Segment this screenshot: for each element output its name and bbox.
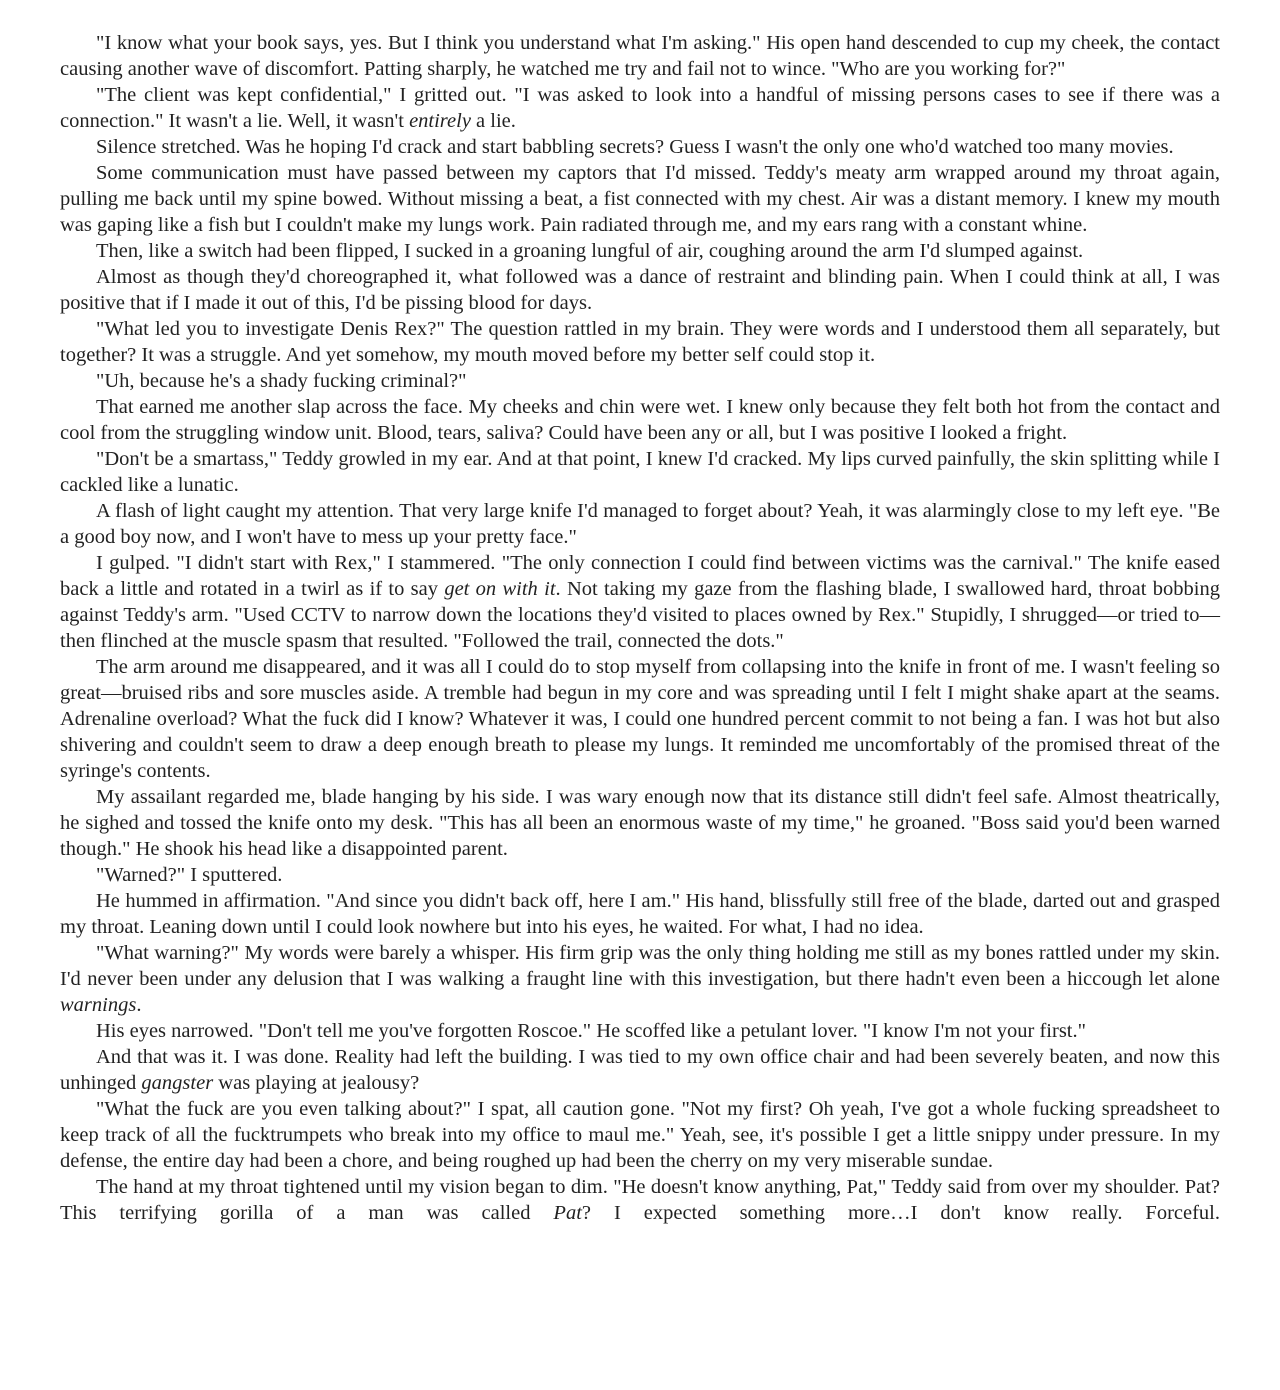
text-run: He hummed in affirmation. "And since you didn't back off, here I am." His hand, blissfully still free of the blade, darted out and grasped my throat. Leaning down until I could look nowhere but into his eyes, he waited. For what, I had no idea. — [60, 890, 1220, 938]
text-run: "The client was kept confidential," I gritted out. "I was asked to look into a handful of missing persons cases to see if there was a connection." It wasn't a lie. Well, it wasn't — [60, 84, 1220, 132]
paragraph — [60, 30, 1220, 82]
paragraph — [60, 368, 1220, 394]
paragraph — [60, 940, 1220, 1018]
italic-text: entirely — [409, 110, 471, 132]
text-run: My assailant regarded me, blade hanging by his side. I was wary enough now that its distance still didn't feel safe. Almost theatrically, he sighed and tossed the knife onto my desk. "This has all been an enormous waste of my time," he groaned. "Boss said you'd been warned though." He shook his head like a disappointed parent. — [60, 786, 1220, 860]
italic-text: get on with it — [444, 578, 556, 600]
paragraph — [60, 654, 1220, 784]
text-run: . Not taking my gaze from the flashing blade, I swallowed hard, throat bobbing against Teddy's arm. "Used CCTV to narrow down the locations they'd visited to places owned by Rex." Stupidly, I shrugged—or tried to—then flinched at the muscle spasm that resulted. "Followed the trail, connected the dots." — [60, 578, 1220, 652]
text-run: Then, like a switch had been flipped, I sucked in a groaning lungful of air, coughing around the arm I'd slumped against. — [96, 240, 1084, 262]
italic-text: gangster — [141, 1072, 214, 1094]
paragraph — [60, 888, 1220, 940]
text-run: A flash of light caught my attention. That very large knife I'd managed to forget about? Yeah, it was alarmingly close to my left eye. "Be a good boy now, and I won't have to mess up your pretty face." — [60, 500, 1220, 548]
paragraph — [60, 394, 1220, 446]
text-run: "What the fuck are you even talking about?" I spat, all caution gone. "Not my first? Oh yeah, I've got a whole fucking spreadsheet to keep track of all the fucktrumpets who break into my office to maul me." Yeah, see, it's possible I get a little snippy under pressure. In my defense, the entire day had been a chore, and being roughed up had been the cherry on my very miserable sundae. — [60, 1098, 1220, 1172]
paragraph — [60, 82, 1220, 134]
paragraph — [60, 550, 1220, 654]
paragraph — [60, 784, 1220, 862]
paragraph — [60, 264, 1220, 316]
text-run: That earned me another slap across the face. My cheeks and chin were wet. I knew only because they felt both hot from the contact and cool from the struggling window unit. Blood, tears, saliva? Could have been any or all, but I was positive I looked a fright. — [60, 396, 1220, 444]
paragraph — [60, 238, 1220, 264]
text-run: was playing at jealousy? — [213, 1072, 420, 1094]
paragraph — [60, 498, 1220, 550]
paragraph — [60, 446, 1220, 498]
text-run: His eyes narrowed. "Don't tell me you've forgotten Roscoe." He scoffed like a petulant lover. "I know I'm not your first." — [96, 1020, 1086, 1042]
paragraph — [60, 1018, 1220, 1044]
paragraph — [60, 1044, 1220, 1096]
text-run: Silence stretched. Was he hoping I'd crack and start babbling secrets? Guess I wasn't the only one who'd watched too many movies. — [96, 136, 1174, 158]
text-run: a lie. — [470, 110, 516, 132]
paragraph — [60, 134, 1220, 160]
document-page — [60, 30, 1220, 1226]
text-run: . — [136, 994, 142, 1016]
text-run: "What warning?" My words were barely a whisper. His firm grip was the only thing holding me still as my bones rattled under my skin. I'd never been under any delusion that I was walking a fraught line with this investigation, but there hadn't even been a hiccough let alone — [60, 942, 1220, 990]
text-run: Almost as though they'd choreographed it, what followed was a dance of restraint and blinding pain. When I could think at all, I was positive that if I made it out of this, I'd be pissing blood for days. — [60, 266, 1220, 314]
paragraph — [60, 1174, 1220, 1226]
text-run: The arm around me disappeared, and it was all I could do to stop myself from collapsing into the knife in front of me. I wasn't feeling so great—bruised ribs and sore muscles aside. A tremble had begun in my core and was spreading until I felt I might shake apart at the seams. Adrenaline overload? What the fuck did I know? Whatever it was, I could one hundred percent commit to not being a fan. I was hot but also shivering and couldn't seem to draw a deep enough breath to please my lungs. It reminded me uncomfortably of the promised threat of the syringe's contents. — [60, 656, 1220, 782]
text-run: "Warned?" I sputtered. — [96, 864, 283, 886]
text-run: "What led you to investigate Denis Rex?" The question rattled in my brain. They were words and I understood them all separately, but together? It was a struggle. And yet somehow, my mouth moved before my better self could stop it. — [60, 318, 1220, 366]
paragraph — [60, 316, 1220, 368]
text-run: I gulped. "I didn't start with Rex," I stammered. "The only connection I could find between victims was the carnival." The knife eased back a little and rotated in a twirl as if to say — [60, 552, 1220, 600]
text-run: ? I expected something more…I don't know really. Forceful. — [581, 1202, 1220, 1224]
text-run: And that was it. I was done. Reality had left the building. I was tied to my own office chair and had been severely beaten, and now this unhinged — [60, 1046, 1220, 1094]
paragraph — [60, 862, 1220, 888]
text-run: The hand at my throat tightened until my vision began to dim. "He doesn't know anything, Pat," Teddy said from over my shoulder. Pat? This terrifying gorilla of a man was called — [60, 1176, 1220, 1224]
paragraph — [60, 1096, 1220, 1174]
italic-text: Pat — [553, 1202, 582, 1224]
text-run: "Uh, because he's a shady fucking criminal?" — [96, 370, 467, 392]
text-run: "I know what your book says, yes. But I think you understand what I'm asking." His open hand descended to cup my cheek, the contact causing another wave of discomfort. Patting sharply, he watched me try and fail not to wince. "Who are you working for?" — [60, 32, 1220, 80]
text-run: "Don't be a smartass," Teddy growled in my ear. And at that point, I knew I'd cracked. My lips curved painfully, the skin splitting while I cackled like a lunatic. — [60, 448, 1220, 496]
paragraph — [60, 160, 1220, 238]
italic-text: warnings — [60, 994, 137, 1016]
text-run: Some communication must have passed between my captors that I'd missed. Teddy's meaty arm wrapped around my throat again, pulling me back until my spine bowed. Without missing a beat, a fist connected with my chest. Air was a distant memory. I knew my mouth was gaping like a fish but I couldn't make my lungs work. Pain radiated through me, and my ears rang with a constant whine. — [60, 162, 1220, 236]
